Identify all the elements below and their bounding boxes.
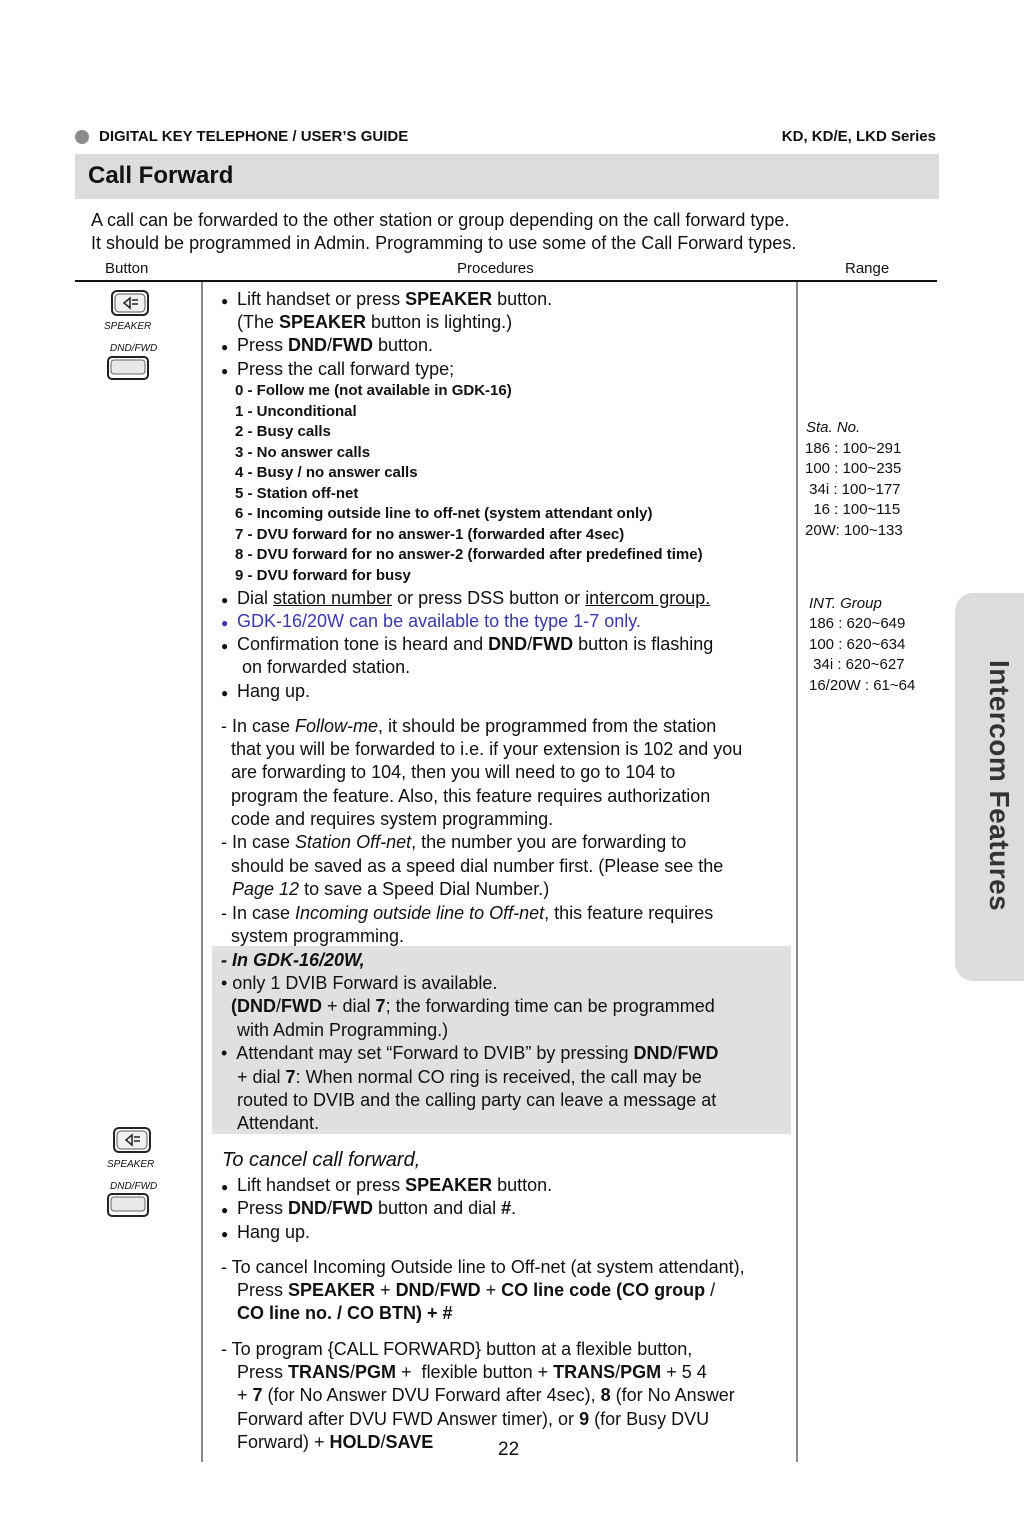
step-speaker-lighting: (The SPEAKER button is lighting.) xyxy=(237,312,513,332)
range-int-100: 100 : 620~634 xyxy=(809,636,906,653)
note-page-ref: Page 12 to save a Speed Dial Number.) xyxy=(232,879,550,899)
gdk-heading: - In GDK-16/20W, xyxy=(221,950,365,970)
program-button-options-cont: Forward after DVU FWD Answer timer), or 9 (for Busy DVU xyxy=(237,1409,710,1429)
section-tab-label: Intercom Features xyxy=(984,660,1015,912)
guide-title: DIGITAL KEY TELEPHONE / USER’S GUIDE xyxy=(99,128,409,145)
forward-type-3: 3 - No answer calls xyxy=(235,444,371,461)
note-station-offnet: - In case Station Off-net, the number you are forwarding to xyxy=(221,832,687,852)
forward-type-0: 0 - Follow me (not available in GDK-16) xyxy=(235,382,512,399)
speaker-button-icon xyxy=(108,289,152,324)
dndfwd-button-icon xyxy=(106,354,150,389)
range-int-34i: 34i : 620~627 xyxy=(809,656,905,673)
range-sta-100: 100 : 100~235 xyxy=(805,460,902,477)
cancel-step-lift: ● Lift handset or press SPEAKER button. xyxy=(237,1174,552,1197)
program-button-options: + 7 (for No Answer DVU Forward after 4sec), 8 (for No Answer xyxy=(237,1385,735,1405)
forward-type-8: 8 - DVU forward for no answer-2 (forwarded after predefined time) xyxy=(235,546,703,563)
range-sta-20w: 20W: 100~133 xyxy=(805,522,903,539)
cancel-offnet-keys-cont: CO line no. / CO BTN) + # xyxy=(237,1303,453,1323)
step-gdk-note: ● GDK-16/20W can be available to the type 1-7 only. xyxy=(237,610,641,633)
note-incoming-offnet: - In case Incoming outside line to Off-net, this feature requires xyxy=(221,903,714,923)
note-line: system programming. xyxy=(231,926,405,946)
step-confirmation: ● Confirmation tone is heard and DND/FWD button is flashing xyxy=(237,633,713,656)
intro-line-1: A call can be forwarded to the other station or group depending on the call forward type. xyxy=(91,210,790,230)
column-divider xyxy=(201,282,203,1462)
page-title: Call Forward xyxy=(88,162,234,189)
gdk-line: with Admin Programming.) xyxy=(237,1020,449,1040)
dndfwd-icon-label: DND/FWD xyxy=(110,343,158,354)
range-sta-title: Sta. No. xyxy=(806,419,861,436)
cancel-step-hangup: ● Hang up. xyxy=(237,1221,310,1244)
step-press-dndfwd: ● Press DND/FWD button. xyxy=(237,334,433,357)
header-bullet-icon xyxy=(75,130,89,144)
program-button-save: Forward) + HOLD/SAVE xyxy=(237,1432,434,1452)
gdk-line: routed to DVIB and the calling party can leave a message at xyxy=(237,1090,717,1110)
step-confirmation-cont: on forwarded station. xyxy=(242,657,411,677)
column-header-range: Range xyxy=(845,260,890,277)
column-header-procedures: Procedures xyxy=(457,260,534,277)
program-button-note: - To program {CALL FORWARD} button at a flexible button, xyxy=(221,1339,693,1359)
speaker-button-icon xyxy=(110,1126,154,1161)
speaker-icon-label: SPEAKER xyxy=(107,1159,155,1170)
range-int-16-20w: 16/20W : 61~64 xyxy=(809,677,916,694)
dndfwd-button-icon xyxy=(106,1191,150,1226)
gdk-dial-7-ring: + dial 7: When normal CO ring is received, the call may be xyxy=(237,1067,702,1087)
note-line: that you will be forwarded to i.e. if your extension is 102 and you xyxy=(231,739,743,759)
page-number: 22 xyxy=(498,1439,520,1460)
series-label: KD, KD/E, LKD Series xyxy=(781,128,936,145)
table-top-rule xyxy=(75,280,937,282)
range-sta-186: 186 : 100~291 xyxy=(805,440,902,457)
note-follow-me: - In case Follow-me, it should be programmed from the station xyxy=(221,716,717,736)
speaker-icon-label: SPEAKER xyxy=(104,321,152,332)
forward-type-1: 1 - Unconditional xyxy=(235,403,357,420)
range-int-title: INT. Group xyxy=(809,595,882,612)
cancel-heading: To cancel call forward, xyxy=(222,1149,421,1171)
step-lift-handset: ● Lift handset or press SPEAKER button. xyxy=(237,288,552,311)
cancel-offnet-note: - To cancel Incoming Outside line to Off-net (at system attendant), xyxy=(221,1257,745,1277)
forward-type-6: 6 - Incoming outside line to off-net (system attendant only) xyxy=(235,505,653,522)
note-line: program the feature. Also, this feature requires authorization xyxy=(231,786,711,806)
dndfwd-icon-label: DND/FWD xyxy=(110,1181,158,1192)
program-button-keys: Press TRANS/PGM + flexible button + TRANS/PGM + 5 4 xyxy=(237,1362,707,1382)
gdk-line: • only 1 DVIB Forward is available. xyxy=(221,973,498,993)
range-sta-34i: 34i : 100~177 xyxy=(805,481,901,498)
note-line: are forwarding to 104, then you will need to go to 104 to xyxy=(231,762,676,782)
gdk-attendant: • Attendant may set “Forward to DVIB” by pressing DND/FWD xyxy=(221,1043,719,1063)
cancel-step-dndfwd: ● Press DND/FWD button and dial #. xyxy=(237,1197,516,1220)
range-int-186: 186 : 620~649 xyxy=(809,615,906,632)
column-header-button: Button xyxy=(105,260,149,277)
note-line: should be saved as a speed dial number first. (Please see the xyxy=(231,856,724,876)
gdk-line: Attendant. xyxy=(237,1113,320,1133)
forward-type-9: 9 - DVU forward for busy xyxy=(235,567,411,584)
column-divider xyxy=(796,282,798,1462)
forward-type-4: 4 - Busy / no answer calls xyxy=(235,464,418,481)
forward-type-5: 5 - Station off-net xyxy=(235,485,359,502)
gdk-dial7: (DND/FWD + dial 7; the forwarding time can be programmed xyxy=(231,996,715,1016)
forward-type-7: 7 - DVU forward for no answer-1 (forwarded after 4sec) xyxy=(235,526,625,543)
intro-line-2: It should be programmed in Admin. Programming to use some of the Call Forward types. xyxy=(91,233,797,253)
step-hang-up: ● Hang up. xyxy=(237,680,310,703)
range-sta-16: 16 : 100~115 xyxy=(805,501,901,518)
step-dial-station: ● Dial station number or press DSS button or intercom group. xyxy=(237,587,710,610)
note-line: code and requires system programming. xyxy=(231,809,554,829)
cancel-offnet-keys: Press SPEAKER + DND/FWD + CO line code (CO group / xyxy=(237,1280,716,1300)
forward-type-2: 2 - Busy calls xyxy=(235,423,331,440)
step-press-type: ● Press the call forward type; xyxy=(237,358,454,381)
